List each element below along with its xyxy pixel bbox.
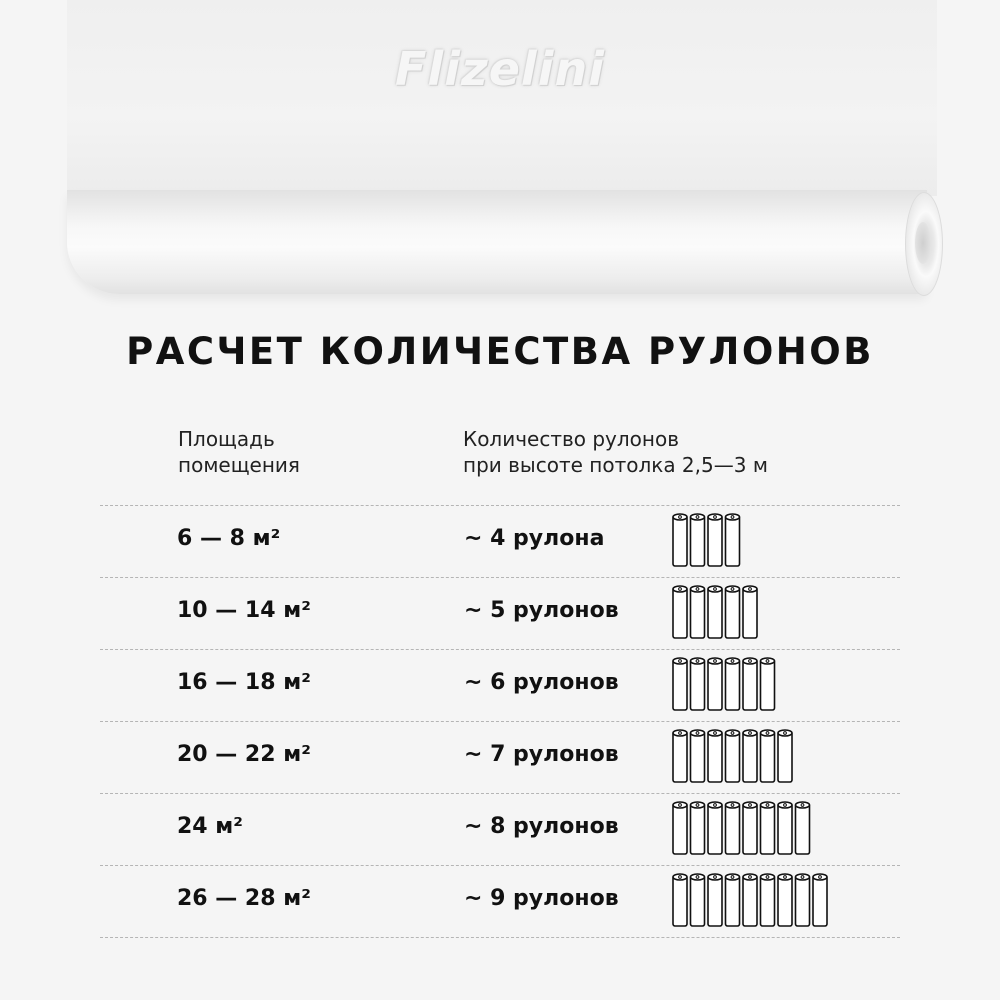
roll-icons-svg (672, 873, 830, 929)
wallpaper-roll-icon (778, 802, 792, 854)
wallpaper-roll-icon (673, 586, 687, 638)
table-row (100, 577, 900, 649)
wallpaper-roll-icon (708, 586, 722, 638)
wallpaper-roll-icon (708, 730, 722, 782)
row-count: ~ 4 рулона (464, 526, 605, 551)
table-row (100, 865, 900, 938)
wallpaper-roll-core (915, 222, 931, 264)
wallpaper-roll-icon (726, 658, 740, 710)
wallpaper-roll-icon (761, 658, 775, 710)
wallpaper-roll-icon (796, 874, 810, 926)
row-area: 6 — 8 м² (177, 526, 281, 551)
wallpaper-roll-icon (743, 874, 757, 926)
wallpaper-roll-icon (708, 658, 722, 710)
wallpaper-roll-icon (673, 802, 687, 854)
roll-icons (672, 513, 743, 569)
wallpaper-roll-icon (673, 730, 687, 782)
wallpaper-roll-icon (673, 874, 687, 926)
roll-icons (672, 801, 813, 857)
wallpaper-roll-icon (743, 658, 757, 710)
wallpaper-roll-icon (813, 874, 827, 926)
wallpaper-roll-icon (673, 658, 687, 710)
header-area-line-1: Площадь (178, 427, 275, 451)
roll-icons-svg (672, 513, 743, 569)
brand-logo (390, 34, 610, 104)
roll-icons-svg (672, 729, 795, 785)
wallpaper-roll-icon (761, 730, 775, 782)
wallpaper-roll-icon (691, 586, 705, 638)
table-row (100, 649, 900, 721)
roll-icons (672, 729, 795, 785)
wallpaper-roll-icon (691, 874, 705, 926)
wallpaper-roll-icon (761, 874, 775, 926)
row-count: ~ 9 рулонов (464, 886, 619, 911)
page-title: РАСЧЕТ КОЛИЧЕСТВА РУЛОНОВ (126, 330, 874, 373)
wallpaper-roll-icon (691, 658, 705, 710)
wallpaper-roll-icon (778, 874, 792, 926)
wallpaper-roll-icon (691, 514, 705, 566)
row-count: ~ 8 рулонов (464, 814, 619, 839)
wallpaper-roll-icon (726, 874, 740, 926)
roll-icons (672, 657, 778, 713)
roll-icons-svg (672, 585, 760, 641)
table-row (100, 505, 900, 577)
row-area: 26 — 28 м² (177, 886, 311, 911)
wallpaper-roll-icon (726, 514, 740, 566)
wallpaper-roll-icon (743, 802, 757, 854)
brand-logo-text: Flizelini (395, 42, 605, 96)
table-row (100, 793, 900, 865)
roll-icons-svg (672, 657, 778, 713)
header-area-line-2: помещения (178, 453, 300, 477)
wallpaper-roll-icon (691, 730, 705, 782)
wallpaper-roll-body (67, 190, 927, 294)
wallpaper-roll-icon (743, 730, 757, 782)
row-area: 20 — 22 м² (177, 742, 311, 767)
roll-icons (672, 585, 760, 641)
wallpaper-roll-icon (761, 802, 775, 854)
row-area: 10 — 14 м² (177, 598, 311, 623)
header-rolls (463, 426, 768, 478)
wallpaper-roll-icon (726, 586, 740, 638)
wallpaper-roll-icon (726, 730, 740, 782)
header-rolls-line-2: при высоте потолка 2,5—3 м (463, 453, 768, 477)
header-rolls-line-1: Количество рулонов (463, 427, 680, 451)
wallpaper-roll-icon (796, 802, 810, 854)
roll-icons-svg (672, 801, 813, 857)
wallpaper-roll-icon (708, 514, 722, 566)
wallpaper-roll-icon (708, 802, 722, 854)
wallpaper-roll-icon (778, 730, 792, 782)
rolls-table (100, 505, 900, 938)
table-row (100, 721, 900, 793)
row-count: ~ 5 рулонов (464, 598, 619, 623)
row-area: 24 м² (177, 814, 243, 839)
row-count: ~ 7 рулонов (464, 742, 619, 767)
row-count: ~ 6 рулонов (464, 670, 619, 695)
wallpaper-roll-icon (708, 874, 722, 926)
header-area (178, 426, 300, 478)
wallpaper-roll-icon (673, 514, 687, 566)
roll-icons (672, 873, 830, 929)
wallpaper-roll-icon (726, 802, 740, 854)
wallpaper-roll-icon (743, 586, 757, 638)
row-area: 16 — 18 м² (177, 670, 311, 695)
wallpaper-roll-icon (691, 802, 705, 854)
